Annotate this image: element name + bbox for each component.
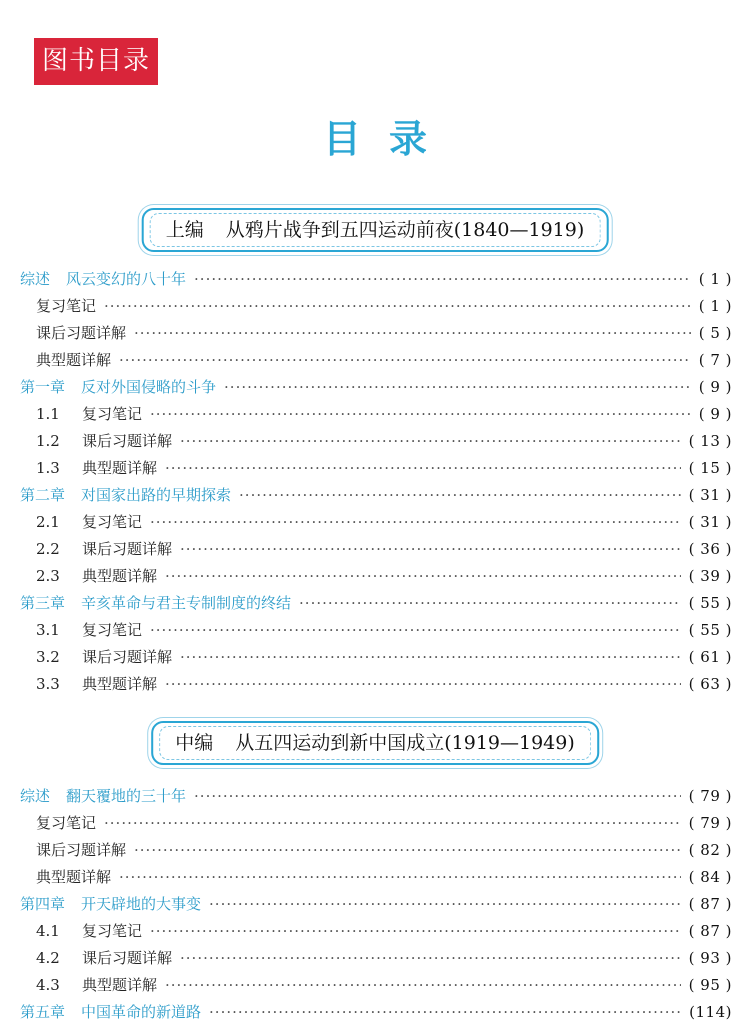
- part-title: 从五四运动到新中国成立: [235, 732, 445, 754]
- entry-title: 课后习题详解: [82, 540, 173, 558]
- page-number: ( 5 ): [698, 324, 732, 342]
- entry-title: 反对外国侵略的斗争: [81, 378, 217, 396]
- entry-title: 风云变幻的八十年: [66, 270, 187, 288]
- dot-leader: [180, 428, 681, 455]
- chapter-number: 第五章: [20, 1003, 66, 1021]
- toc-item-row[interactable]: [0, 455, 750, 482]
- page-number: ( 9 ): [698, 405, 732, 423]
- section-number: 1.3: [36, 459, 60, 477]
- section-number: 4.2: [36, 949, 60, 967]
- chapter-number: 第四章: [20, 895, 66, 913]
- section-number: 3.3: [36, 675, 60, 693]
- dot-leader: [194, 783, 681, 810]
- entry-title: 复习笔记: [36, 814, 97, 832]
- entry-title: 开天辟地的大事变: [81, 895, 202, 913]
- toc-item-row[interactable]: [0, 293, 750, 320]
- dot-leader: [209, 891, 681, 918]
- toc-chapter-row[interactable]: [0, 374, 750, 401]
- entry-title: 典型题详解: [82, 567, 158, 585]
- part-banner: [151, 721, 599, 765]
- page-number: ( 87 ): [688, 922, 732, 940]
- dot-leader: [299, 590, 681, 617]
- entry-title: 复习笔记: [82, 513, 143, 531]
- section-number: 2.2: [36, 540, 60, 558]
- dot-leader: [165, 671, 681, 698]
- entry-title: 典型题详解: [82, 459, 158, 477]
- entry-title: 课后习题详解: [82, 648, 173, 666]
- entry-title: 典型题详解: [36, 868, 112, 886]
- toc-item-row[interactable]: [0, 671, 750, 698]
- toc-item-row[interactable]: [0, 428, 750, 455]
- page-number: ( 31 ): [688, 486, 732, 504]
- chapter-number: 综述: [20, 787, 51, 805]
- entry-title: 复习笔记: [82, 922, 143, 940]
- entry-title: 复习笔记: [82, 405, 143, 423]
- entry-title: 课后习题详解: [36, 841, 127, 859]
- page-number: ( 93 ): [688, 949, 732, 967]
- entry-title: 课后习题详解: [36, 324, 127, 342]
- page-number: ( 1 ): [698, 270, 732, 288]
- dot-leader: [119, 864, 681, 891]
- toc-item-row[interactable]: [0, 536, 750, 563]
- section-number: 3.2: [36, 648, 60, 666]
- toc-item-row[interactable]: [0, 563, 750, 590]
- page-number: ( 9 ): [698, 378, 732, 396]
- dot-leader: [180, 536, 681, 563]
- page-number: ( 79 ): [688, 787, 732, 805]
- toc-item-row[interactable]: [0, 972, 750, 999]
- toc-item-row[interactable]: [0, 509, 750, 536]
- toc-chapter-row[interactable]: [0, 590, 750, 617]
- page-number: ( 79 ): [688, 814, 732, 832]
- toc-item-row[interactable]: [0, 945, 750, 972]
- dot-leader: [150, 918, 681, 945]
- page-number: ( 31 ): [688, 513, 732, 531]
- chapter-number: 综述: [20, 270, 51, 288]
- toc-item-row[interactable]: [0, 401, 750, 428]
- dot-leader: [134, 837, 681, 864]
- chapter-number: 第三章: [20, 594, 66, 612]
- entry-title: 典型题详解: [82, 675, 158, 693]
- chapter-number: 第二章: [20, 486, 66, 504]
- section-number: 4.1: [36, 922, 60, 940]
- entry-title: 复习笔记: [82, 621, 143, 639]
- page-number: ( 63 ): [688, 675, 732, 693]
- section-number: 1.1: [36, 405, 60, 423]
- section-number: 3.1: [36, 621, 60, 639]
- toc-item-row[interactable]: [0, 864, 750, 891]
- part-banner: [142, 208, 609, 252]
- page-title: 目录: [322, 116, 455, 161]
- part-label: 上编: [165, 219, 204, 241]
- page-number: ( 55 ): [688, 621, 732, 639]
- dot-leader: [239, 482, 681, 509]
- chapter-number: 第一章: [20, 378, 66, 396]
- part-years: (1840—1919): [453, 219, 585, 241]
- page-number: ( 1 ): [698, 297, 732, 315]
- dot-leader: [134, 320, 691, 347]
- toc-chapter-row[interactable]: [0, 482, 750, 509]
- dot-leader: [180, 644, 681, 671]
- page-number: ( 13 ): [688, 432, 732, 450]
- entry-title: 课后习题详解: [82, 949, 173, 967]
- toc-item-row[interactable]: [0, 837, 750, 864]
- entry-title: 复习笔记: [36, 297, 97, 315]
- entry-title: 课后习题详解: [82, 432, 173, 450]
- toc-item-row[interactable]: [0, 320, 750, 347]
- part-years: (1919—1949): [444, 732, 575, 754]
- entry-title: 典型题详解: [36, 351, 112, 369]
- toc-chapter-row[interactable]: [0, 783, 750, 810]
- dot-leader: [150, 401, 691, 428]
- toc-item-row[interactable]: [0, 617, 750, 644]
- dot-leader: [104, 810, 681, 837]
- dot-leader: [165, 563, 681, 590]
- entry-title: 辛亥革命与君主专制制度的终结: [81, 594, 292, 612]
- page-number: ( 15 ): [688, 459, 732, 477]
- toc-item-row[interactable]: [0, 918, 750, 945]
- page-number: ( 82 ): [688, 841, 732, 859]
- toc-item-row[interactable]: [0, 810, 750, 837]
- section-number: 2.3: [36, 567, 60, 585]
- part-label: 中编: [175, 732, 214, 754]
- page-number: ( 61 ): [688, 648, 732, 666]
- section-number: 1.2: [36, 432, 60, 450]
- entry-title: 对国家出路的早期探索: [81, 486, 232, 504]
- dot-leader: [104, 293, 691, 320]
- catalog-badge: 图书目录: [34, 38, 158, 85]
- page-number: ( 36 ): [688, 540, 732, 558]
- toc-chapter-row[interactable]: [0, 266, 750, 293]
- dot-leader: [224, 374, 691, 401]
- dot-leader: [150, 617, 681, 644]
- part-title: 从鸦片战争到五四运动前夜: [225, 219, 454, 241]
- page-number: ( 95 ): [688, 976, 732, 994]
- page-number: ( 7 ): [698, 351, 732, 369]
- toc-item-row[interactable]: [0, 644, 750, 671]
- dot-leader: [180, 945, 681, 972]
- entry-title: 典型题详解: [82, 976, 158, 994]
- entry-title: 中国革命的新道路: [81, 1003, 202, 1021]
- dot-leader: [165, 972, 681, 999]
- page-number: ( 87 ): [688, 895, 732, 913]
- dot-leader: [209, 999, 681, 1026]
- toc-chapter-row[interactable]: [0, 999, 750, 1026]
- page-number: ( 84 ): [688, 868, 732, 886]
- page-number: ( 39 ): [688, 567, 732, 585]
- section-number: 4.3: [36, 976, 60, 994]
- dot-leader: [165, 455, 681, 482]
- dot-leader: [119, 347, 691, 374]
- entry-title: 翻天覆地的三十年: [66, 787, 187, 805]
- page-number: (114): [689, 1003, 732, 1021]
- toc-chapter-row[interactable]: [0, 891, 750, 918]
- toc-item-row[interactable]: [0, 347, 750, 374]
- dot-leader: [150, 509, 681, 536]
- page-number: ( 55 ): [688, 594, 732, 612]
- dot-leader: [194, 266, 691, 293]
- section-number: 2.1: [36, 513, 60, 531]
